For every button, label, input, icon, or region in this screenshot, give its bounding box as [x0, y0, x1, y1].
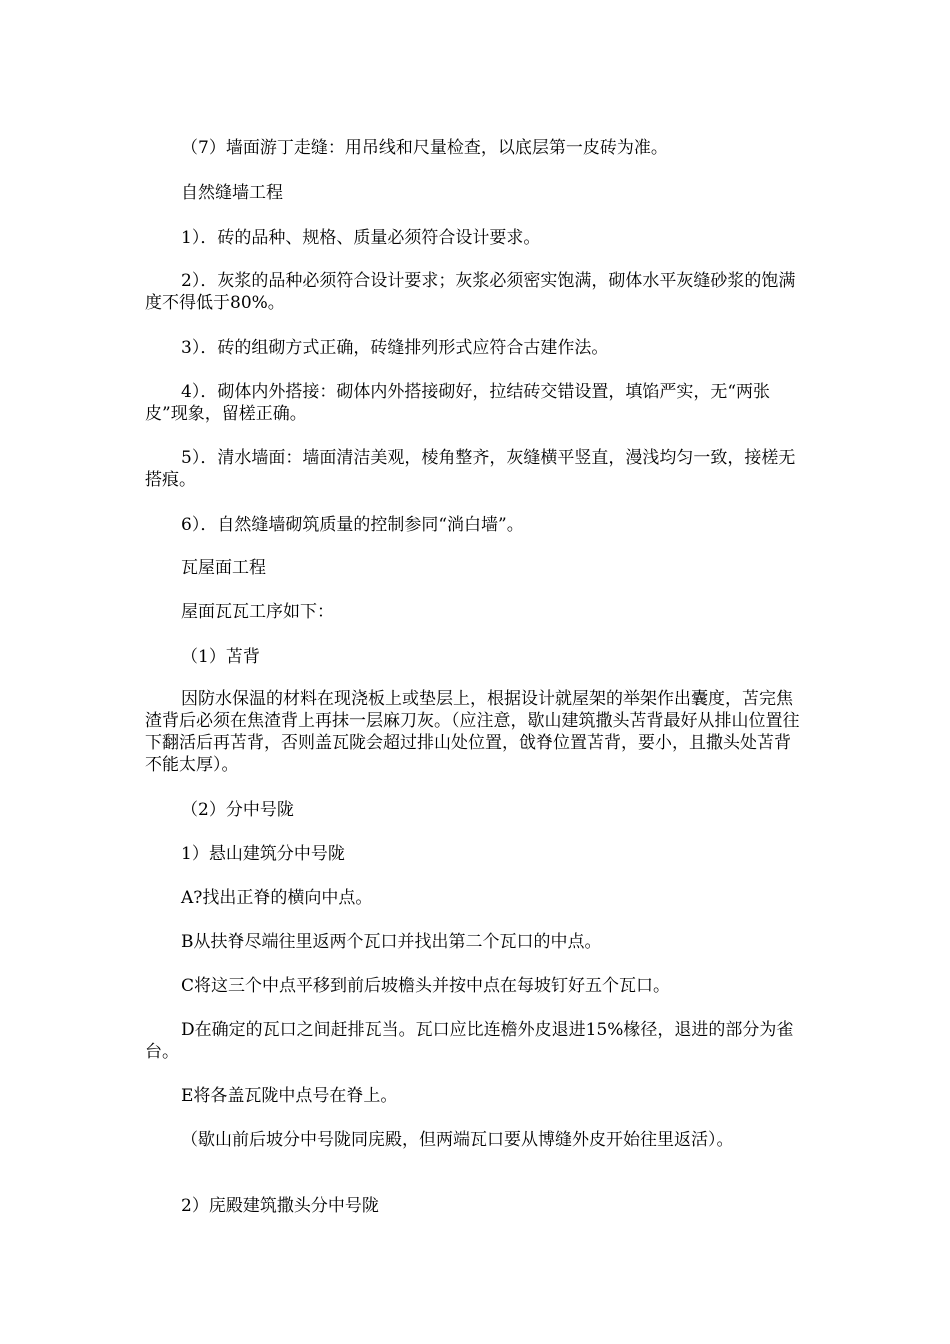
paragraph-wall-check: （7）墙面游丁走缝：用吊线和尺量检查，以底层第一皮砖为准。 — [181, 138, 668, 158]
paragraph-clean-wall: 5）．清水墙面：墙面清洁美观，棱角整齐，灰缝横平竖直，漫浅均匀一致，接槎无搭痕。 — [145, 448, 796, 490]
paragraph-xieshan-note: （歇山前后坡分中号陇同庑殿，但两端瓦口要从博缝外皮开始往里返活）。 — [181, 1130, 734, 1150]
paragraph-roof-procedure: 屋面瓦瓦工序如下： — [181, 602, 334, 622]
paragraph-mortar: 2）．灰浆的品种必须符合设计要求；灰浆必须密实饱满，砌体水平灰缝砂浆的饱满度不得低于80%。 — [145, 271, 796, 313]
paragraph-backing-detail: 因防水保温的材料在现浇板上或垫层上，根据设计就屋架的举架作出囊度，苫完焦渣背后必须在焦渣背上再抹一层麻刀灰。（应注意，歇山建筑撒头苫背最好从排山位置往下翻活后再苫背，否则盖瓦陇会超过排山处位置，戗脊位置苫背，要小，且撒头处苫背不能太厚）。 — [145, 689, 800, 775]
paragraph-bonding: 3）．砖的组砌方式正确，砖缝排列形式应符合古建作法。 — [181, 338, 609, 358]
step-e: E将各盖瓦陇中点号在脊上。 — [181, 1086, 398, 1106]
subheading-backing: （1）苫背 — [181, 647, 260, 667]
step-d: D在确定的瓦口之间赶排瓦当。瓦口应比连檐外皮退进15%椽径，退进的部分为雀台。 — [145, 1020, 794, 1062]
heading-natural-joint-wall: 自然缝墙工程 — [181, 183, 283, 203]
subheading-centering: （2）分中号陇 — [181, 800, 294, 820]
heading-tile-roof: 瓦屋面工程 — [181, 558, 266, 578]
paragraph-overlap: 4）．砌体内外搭接：砌体内外搭接砌好，拉结砖交错设置，填馅严实，无“两张皮”现象，留槎正确。 — [145, 382, 771, 424]
subheading-xuanshan: 1）悬山建筑分中号陇 — [181, 844, 345, 864]
paragraph-brick-quality: 1）．砖的品种、规格、质量必须符合设计要求。 — [181, 228, 541, 248]
step-a: A?找出正脊的横向中点。 — [181, 888, 373, 908]
step-b: B从扶脊尽端往里返两个瓦口并找出第二个瓦口的中点。 — [181, 932, 602, 952]
paragraph-reference: 6）．自然缝墙砌筑质量的控制参同“淌白墙”。 — [181, 515, 524, 535]
subheading-wudian: 2）庑殿建筑撒头分中号陇 — [181, 1196, 379, 1216]
step-c: C将这三个中点平移到前后坡檐头并按中点在每坡钉好五个瓦口。 — [181, 976, 671, 996]
